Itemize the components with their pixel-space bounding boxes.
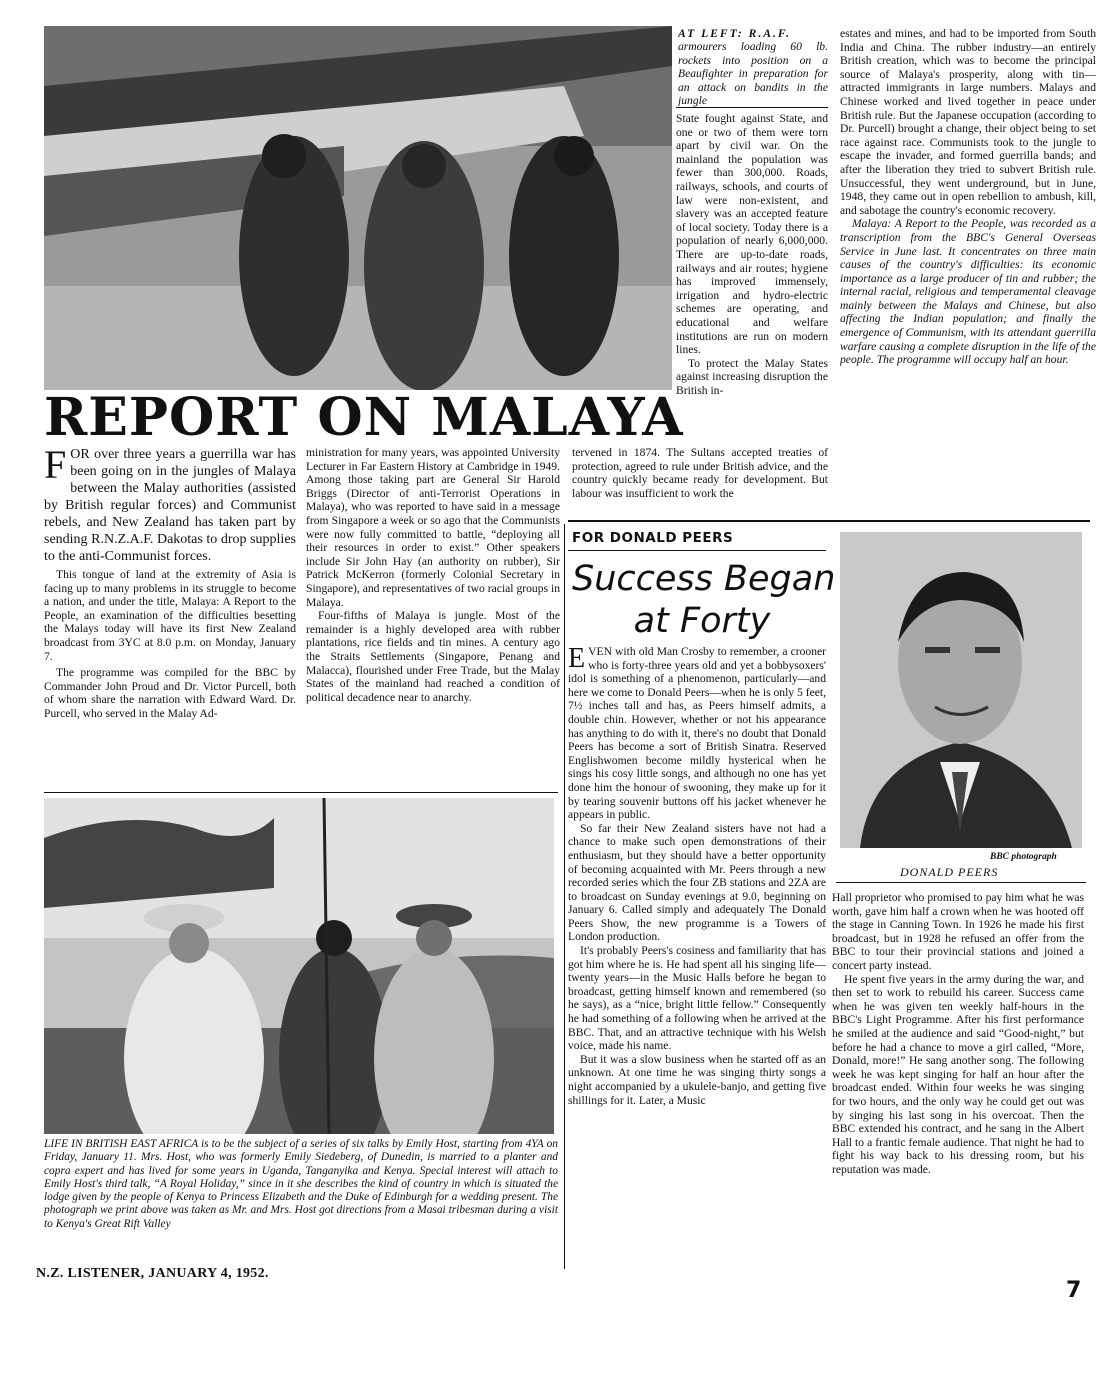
photo-name: DONALD PEERS — [900, 865, 999, 879]
africa-top-rule — [44, 792, 558, 793]
peers-p1: VEN with old Man Crosby to remember, a crooner who is forty-three years old and yet a bobbysoxers' idol is something of a phenomenon, particularly—and here we come to Donald Peers—when he is only 5 feet, 7½ inches tall and has, as Peers himself admits, a double chin. However, whether or not his appearance has anything to do with it, there's no doubt that Donald Peers has become a sort of British Sinatra. Reserved Englishwomen become mildly hysterical when he sings his cosy little songs, and although no one has yet done him the honour of swooning, they make up for it by tearing souvenir buttons off his jacket whenever he appears in public. — [568, 645, 826, 822]
peers-headline-2: at Forty — [633, 601, 771, 641]
east-africa-photo — [44, 798, 554, 1134]
malaya-col2-p2: Four-fifths of Malaya is jungle. Most of the remainder is a highly developed area with rubber plantations, rice fields and tin mines. A century ago the Straits Settlements (Singapore, Penang and Malacca), flourished under Free Trade, but the Malay States of the mainland had reached a condition of political decadence near to anarchy. — [306, 609, 560, 704]
caption-text: armourers loading 60 lb. rockets into position on a Beaufighter in preparation for an attack on bandits in the jungle — [678, 40, 828, 108]
malaya-col3-cont: tervened in 1874. The Sultans accepted treaties of protection, agreed to rule under British advice, and the country quickly became ready for development. But labour was insufficient to work the — [572, 446, 828, 500]
peers-p2: So far their New Zealand sisters have not had a chance to make such open demonstrations of their enthusiasm, but they should have a better opportunity of becoming acquainted with Mr. Peers through a new recorded series which the four ZB stations and 2ZA are to broadcast on Sunday evenings at 9.0, beginning on January 6. Called simply and adequately The Donald Peers Show, the new programme is a Towers of London production. — [568, 821, 826, 944]
donald-peers-photo — [840, 532, 1082, 848]
malaya-headline: REPORT ON MALAYA — [44, 387, 684, 448]
malaya-col4-p2: Malaya: A Report to the People, was recorded as a transcription from the BBC's General Overseas Service in June last. It concentrates on three main causes of the country's difficulties: its economic importance as a large producer of tin and rubber; the internal racial, religious and temperamental cleavage mainly between the Malays and Chinese, but also affecting the Indian population; and finally the emergence of Communism, with its attendant guerrilla warfare causing a complete disruption in the life of the people. The programme will occupy half an hour. — [840, 217, 1096, 367]
malaya-col-2 — [306, 446, 560, 786]
peers-col-1 — [568, 645, 826, 1270]
footer-issue: N.Z. LISTENER, JANUARY 4, 1952. — [36, 1266, 269, 1281]
malaya-col4-p1: estates and mines, and had to be imported from South India and China. The rubber industry—an entirely British creation, which was to become the principal source of Malaya's prosperity, along with tin—attracted immigrants in large numbers. Malays and Chinese worked and lived together in peace under British rule. But the Japanese occupation (according to Dr. Purcell) brought a change, their object being to set race against race. Communists took to the jungle to escape the invader, and formed guerrilla bands; and after the liberation they tried to subvert British rule. Unsuccessful, they went underground, but in June, 1948, they came out in open rebellion to ambush, kill, and sabotage the country's economic recovery. — [840, 27, 1096, 217]
kicker-rule — [568, 550, 826, 551]
peers-p5: Hall proprietor who promised to pay him what he was worth, gave him half a crown when he was hooted off the stage in Canning Town. In 1926 he made his first broadcast, but in 1928 he refused an offer from the BBC to tour their provincial stations and joined a concert party instead. — [832, 891, 1084, 972]
malaya-intro: OR over three years a guerrilla war has been going on in the jungles of Malaya between the Malay authorities (assisted by British regular forces) and Communist rebels, and New Zealand has taken part by sending R.N.Z.A.F. Dakotas to drop supplies to the anti-Communist forces. — [44, 447, 296, 564]
column-rule-vertical — [564, 524, 565, 1269]
malaya-col-3 — [676, 112, 828, 448]
peers-headline-1: Success Began — [572, 559, 836, 599]
caption-rule — [676, 107, 828, 108]
peers-col-2 — [832, 891, 1084, 1271]
photo-credit: BBC photograph — [990, 852, 1057, 862]
malaya-col3-p2: To protect the Malay States against increasing disruption the British in- — [676, 356, 828, 397]
peers-dropcap: E — [568, 645, 586, 674]
malaya-col2-p1: ministration for many years, was appointed University Lecturer in Far Eastern History at Cambridge in 1949. Among those taking part are General Sir Harold Briggs (Director of anti-Terrorist Operations in Malaya), who was reported to have said in a message from Singapore a week or so ago that the Communists were now fully committed to battle, “deploying all their resources in order to exist.” Other speakers include Sir John Hay (an authority on rubber), Sir Patrick McKerron (formerly Colonial Secretary in Singapore), and representatives of two racial groups in Malaya. — [306, 446, 560, 609]
raf-photo-caption — [678, 27, 828, 107]
malaya-dropcap: F — [44, 446, 67, 487]
malaya-col1-p2: This tongue of land at the extremity of Asia is facing up to many problems in its struggle to become a nation, and under the title, Malaya: A Report to the People, an examination of the difficulties besetting the Malays today will have its first New Zealand broadcast from 3YC at 8.0 p.m. on Monday, January 7. — [44, 568, 296, 663]
photo-name-rule — [836, 882, 1086, 883]
malaya-col-4 — [840, 27, 1096, 517]
malaya-col-1 — [44, 446, 296, 786]
caption-lead: AT LEFT: R.A.F. — [678, 27, 792, 40]
page-number: 7 — [1066, 1278, 1082, 1303]
peers-p6: He spent five years in the army during the war, and then set to work to rebuild his career. Success came when he was given ten weekly half-hours in the BBC's Light Programme. After his first performance he smiled at the audience and said “Good-night,” but before he had a chance to move a girl called, “More, Donald, more!” He sang another song. The following week he was kept singing for half an hour after the broadcast ended. Within four weeks he was singing for two hours, and the only way he could get out was by singing his last song in his overcoat. Then the BBC extended his contract, and he sang in the Albert Hall to a frantic female audience. That night he had to fight his way back to his dressing room, but his reputation was made. — [832, 972, 1084, 1176]
raf-armourers-photo — [44, 26, 672, 390]
section-divider — [568, 520, 1090, 522]
malaya-col-3-cont — [572, 446, 828, 518]
peers-kicker: FOR DONALD PEERS — [572, 530, 734, 546]
peers-p3: It's probably Peers's cosiness and familiarity that has got him where he is. He had spent all his singing life—twenty years—in the Music Halls before he began to broadcast, getting himself known and remembered (so he says), as a “nice, bright little fellow.” Consequently he had something of a following when he arrived at the BBC. That, and an attractive technique with his Welsh voice, made his name. — [568, 944, 826, 1053]
peers-p4: But it was a slow business when he started off as an unknown. At one time he was singing thirty songs a night accompanied by a ukulele-banjo, and getting five shillings for it. Later, a Music — [568, 1052, 826, 1107]
malaya-col1-p3: The programme was compiled for the BBC by Commander John Proud and Dr. Victor Purcell, both of whom share the narration with Edward Ward. Dr. Purcell, who served in the Malay Ad- — [44, 666, 296, 720]
east-africa-caption: LIFE IN BRITISH EAST AFRICA is to be the subject of a series of six talks by Emily Host, starting from 4YA on Friday, January 11. Mrs. Host, who was formerly Emily Siedeberg, of Dunedin, is married to a planter and copra expert and has lived for some years in Uganda, Tanganyika and Kenya. Special interest will attach to Emily Host's third talk, “A Royal Holiday,” since in it she describes the kind of country in which is situated the lodge given by the people of Kenya to Princess Elizabeth and the Duke of Edinburgh for a wedding present. The photograph we print above was taken as Mr. and Mrs. Host got directions from a Masai tribesman during a visit to Kenya's Great Rift Valley — [44, 1138, 558, 1230]
malaya-col3-p1: State fought against State, and one or two of them were torn apart by civil war. On the mainland the population was fewer than 300,000. Roads, railways, schools, and courts of law were non-existent, and slavery was an accepted feature of local society. Today there is a population of nearly 6,000,000. There are up-to-date roads, railways and air routes; hygiene has improved immensely, irrigation and hydro-electric schemes are operating, and educational and welfare institutions are run on modern lines. — [676, 112, 828, 357]
